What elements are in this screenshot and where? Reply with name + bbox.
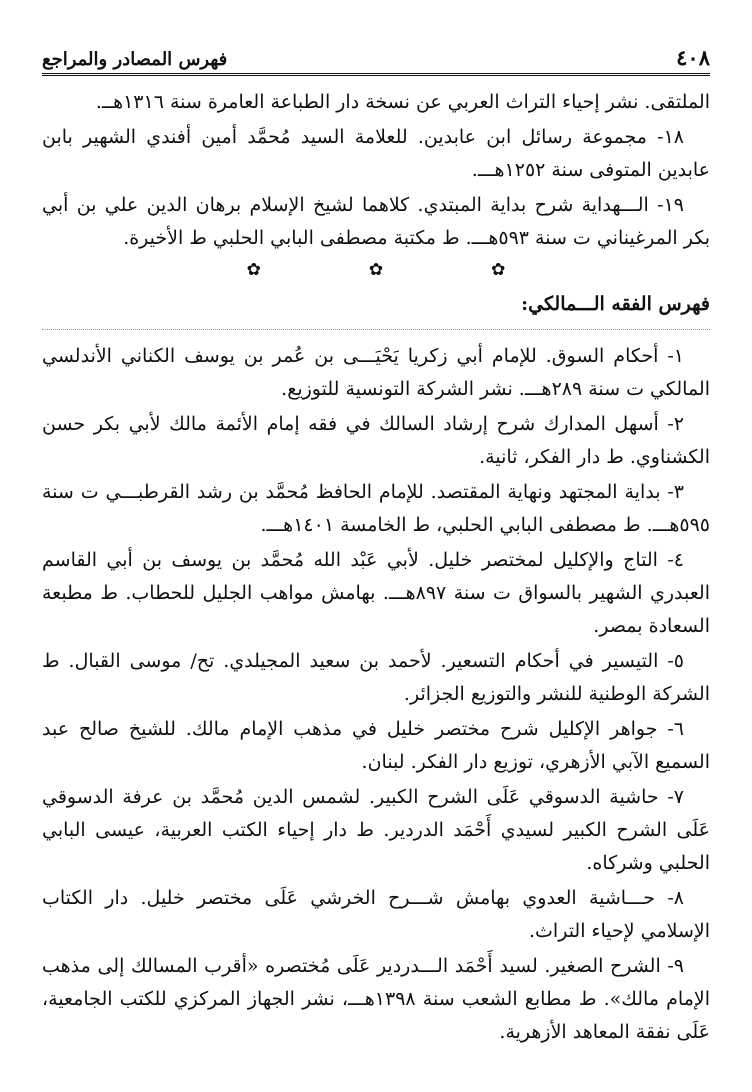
page-content: [42, 86, 710, 1049]
reference-entry: ٢- أسهل المدارك شرح إرشاد السالك في فقه إمام الأئمة مالك لأبي بكر حسن الكشناوي. ط دار الفكر، ثانية.: [42, 413, 710, 468]
reference-entry: ٦- جواهر الإكليل شرح مختصر خليل في مذهب الإمام مالك. للشيخ صالح عبد السميع الآبي الأزهري، توزيع دار الفكر. لبنان.: [42, 718, 710, 773]
page-number: ٤٠٨: [676, 45, 710, 70]
reference-entry: ٤- التاج والإكليل لمختصر خليل. لأبي عَبْد الله مُحمَّد بن يوسف بن أبي القاسم العبدري الشهير بالسواق ت سنة ٨٩٧هـــ. بهامش مواهب الجليل للحطاب. ط مطبعة السعادة بمصر.: [42, 549, 710, 637]
reference-entry: ١٩- الـــهداية شرح بداية المبتدي. كلاهما لشيخ الإسلام برهان الدين علي بن أبي بكر المرغيناني ت سنة ٥٩٣هـــ. ط مكتبة مصطفى البابي الحلبي ط الأخيرة.: [42, 194, 710, 249]
flower-ornament-icon: ✿: [368, 260, 384, 280]
flower-ornament-icon: ✿: [246, 260, 261, 280]
section-title: فهرس الفقه الـــمالكي:: [42, 289, 710, 330]
reference-entry: ٨- حـــاشية العدوي بهامش شـــرح الخرشي عَلَى مختصر خليل. دار الكتاب الإسلامي لإحياء التراث.: [42, 887, 710, 942]
reference-entry: ٩- الشرح الصغير. لسيد أَحْمَد الـــدردير عَلَى مُختصره «أقرب المسالك إلى مذهب الإمام مالك». ط مطابع الشعب سنة ١٣٩٨هـــ، نشر الجهاز المركزي للكتب الجامعية، عَلَى نفقة المعاهد الأزهرية.: [42, 955, 710, 1043]
reference-entry: ٥- التيسير في أحكام التسعير. لأحمد بن سعيد المجيلدي. تح/ موسى القبال. ط الشركة الوطنية للنشر والتوزيع الجزائر.: [42, 650, 710, 705]
reference-entry: ١- أحكام السوق. للإمام أبي زكريا يَحْيَـــى بن عُمر بن يوسف الكناني الأندلسي المالكي ت سنة ٢٨٩هـــ. نشر الشركة التونسية للتوزيع.: [42, 345, 710, 400]
section-divider: [42, 259, 710, 281]
reference-entry: ٣- بداية المجتهد ونهاية المقتصد. للإمام الحافظ مُحمَّد بن رشد القرطبـــي ت سنة ٥٩٥هـــ. ط مصطفى البابي الحلبي، ط الخامسة ١٤٠١هـــ.: [42, 481, 710, 536]
reference-entry: ٧- حاشية الدسوقي عَلَى الشرح الكبير. لشمس الدين مُحمَّد بن عرفة الدسوقي عَلَى الشرح الكبير لسيدي أَحْمَد الدردير. ط دار إحياء الكتب العربية، عيسى البابي الحلبي وشركاه.: [42, 786, 710, 874]
flower-ornament-icon: ✿: [491, 260, 506, 280]
reference-entry: ١٨- مجموعة رسائل ابن عابدين. للعلامة السيد مُحمَّد أمين أفندي الشهير بابن عابدين المتوفى سنة ١٢٥٢هـــ.: [42, 126, 710, 181]
page-header: [42, 40, 710, 76]
reference-entry: الملتقى. نشر إحياء التراث العربي عن نسخة دار الطباعة العامرة سنة ١٣١٦هــ.: [95, 91, 710, 113]
running-title: فهرس المصادر والمراجع: [42, 49, 228, 70]
book-page: [42, 40, 710, 1051]
